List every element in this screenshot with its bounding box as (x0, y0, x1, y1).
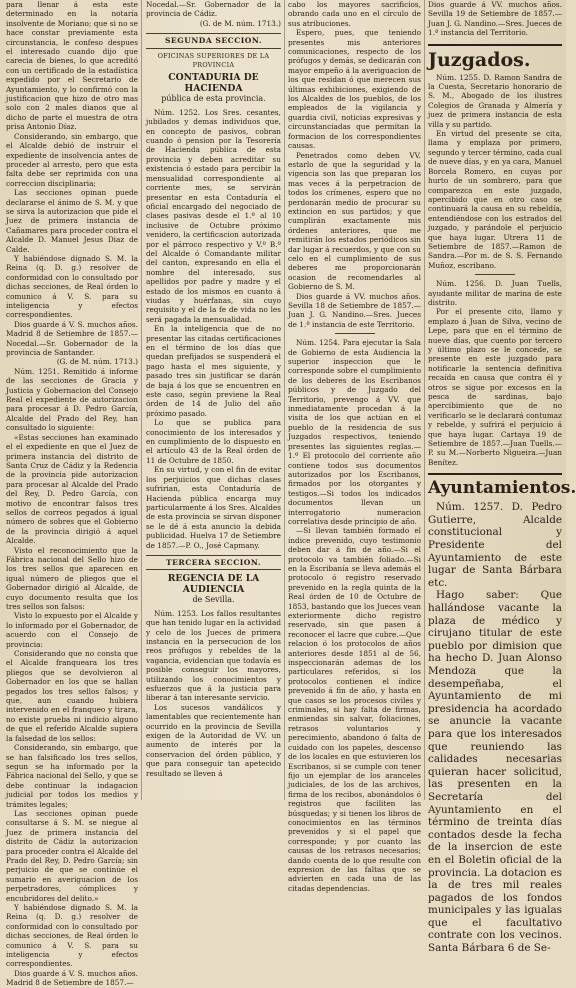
paragraph: Núm. 1252. Los Sres. cesantes, jubilados y demas individuos que, en concepto de pasivos, cobran cuando ó pension por la Tesorería de Hacienda pública de esta provincia y deben acreditar su existencia ó estado para percibir la mensualidad correspondiente al corriente mes, se servirán presentar en esta Contaduría el oficial encargado del negociado de clases pasivas desde el 1.º al 10 inclusive de Octubre próximo venidero, la certificacion autorizada por el párroco respectivo y V.º B.º del Alcalde ó Comandante militar del canton, expresando en ella el nombre del interesado, sus apellidos por padre y madre y el estado de los mismos en cuanto á viudas y huérfanas, sin cuyo requisito y el de la fe de vida no les será pagada la mensualidad. (146, 107, 281, 324)
gazette-reference: (G. de M. núm. 1713.) (56, 357, 138, 367)
paragraph: Dios guarde á VV. muchos años. Sevilla 19 de Setiembre de 1857.—Juan J. G. Nandino.—Sres. Jueces de 1.ª instancia del Territorio. (428, 0, 562, 38)
paragraph: Y habiéndose dignado S. M. la Reina (q. D. g.) resolver de conformidad con lo consultado por dichas secciones, de Real órden lo comunico á V. S. para su inteligencia y efectos correspondientes. (6, 903, 138, 969)
paragraph: En la inteligencia que de no presentar las citadas certificaciones en el término de los días que quedan prefijados se suspenderá el pago hasta el mes siguiente, y pasado tres sin justificar se darán de baja á los que se encuentren en este caso, según previene la Real órden de 14 de Julio del año próximo pasado. (146, 324, 281, 418)
paragraph: Espero, pues, que teniendo presentes mis anteriores comunicaciones, respecto de los prófugos y demás, se dedicarán con mayor empeño á la averiguacion de los que residan ó que merecen sus últimas exhibiciones, exigiendo de los Alcaldes de los pueblos, de los empleados de la vigilancia y guardia civil, noticias expresivas y circunstanciadas que permitan la formacion de los correspondientes causas. (288, 28, 422, 151)
section-heading: SEGUNDA SECCION. (146, 33, 281, 48)
paragraph: cabo los mayores sacrificios, obrando cada uno en el círculo de sus atribuciones. (288, 0, 421, 28)
column-4 (428, 0, 576, 955)
paragraph: Visto el reconocimiento que la Fábrica nacional del Sello hizo de los tres sellos que aparecen en igual número de pliegos que el Gobernador dirigió al Alcalde, de cuyo documento resulta que los tres sellos son falsos: (6, 545, 138, 611)
department-title: CONTADURIA DE HACIENDA (168, 72, 259, 95)
separator (475, 274, 515, 275)
paragraph: para llenar á esta este determinado en la notaría insolvente de Moriano; que si no se hace constar previamente esta circunstancia, le confeso despues el interesado cuando dijo que carecia de bienes, lo que acreditó con un certificado de la estadística expedido por el Secretario de Ayuntamiento, y lo confirmó con la justificacion que hizo de otro mas solo con 2 males dianos que al dicho de parte el muestra de otra prisa Antonio Díaz. (6, 0, 138, 132)
paragraph: —Si llevan también formado el índice prevenido, cuyo testimonio deben dar á fin de año.—Si el protocolo va también foliado.—Si en la Escribanía se lleva además el protocolo ó registro reservado prevenido en la regla quinta de la Real órden de 10 de Octubre de 1853, bastando que los Jueces vean exteriormente dicho registro reservado, sin que pasen á reconocer el lacre que cubre.—Que relacion ó los protocolos de años anteriores desde 1851 al de 56, inspeccionarán ademas de los particulares referidos, si los protocolos contienen el índice prevenido á fin de año, y hasta en que casos se los procesos civiles y criminales, si hay falta de firmas, enmiendas sin salvar, foliaciones, retrasos voluntarios y perecimiento, abandono ó falta de cuidado con los papeles, descenso de los locales en que estuvieren los Escribanos, si se cumple con tener fijo un ejemplar de los aranceles judiciales, de los de las archivos, firma de los recibos, abonándolos ó registros que faciliten las búsquedas; y si tienen los libros de conocimientos en las términos prevenidos y si el papel que corresponde; y por cuanto las causas de los retrasos necesarios; dando cuenta de lo que resulte con expresion de las faltas que se advierten en cada una de las citadas dependencias. (288, 526, 421, 893)
gazette-reference: (G. de M. núm. 1713.) (199, 18, 281, 28)
section-title-ayuntamientos: Ayuntamientos. (428, 473, 562, 499)
department-subtitle: de Sevilla. (192, 595, 235, 605)
paragraph: Considerando, sin embargo, que se han falsificado los tres sellos, segun se ha informado por la Fábrica nacional del Sello, y que se debe continuar la indagacion judicial por todos los medios y trámites legales; (6, 743, 138, 809)
paragraph: Hago saber: Que hallándose vacante la plaza de médico y cirujano titular de este pueblo por dimision que ha hecho D. Juan Alonso Mendoza que la desempeñaba, el Ayuntamiento de mi presidencia ha acordado se anuncie la vacante para que los interesados que reuniendo las calidades necesarias quieran hacer solicitud, las presenten en la Secretaría del Ayuntamiento en el término de treinta días contados desde la fecha de la insercion de este en el Boletin oficial de la provincia. La dotacion es la de tres mil reales pagados de los fondos municipales y las igualas que el facultativo contrate con los vecinos. Santa Bárbara 6 de Se- (428, 589, 562, 955)
paragraph: Núm. 1256. D. Juan Tuells, ayudante militar de marina de este distrito. (428, 279, 562, 307)
paragraph: Núm. 1254. Para ejecutar la Sala de Gobierno de esta Audiencia la superior inspeccion que le corresponde sobre el cumplimiento de los deberes de los Escribanos públicos y de Juzgado del Territorio, prevengo á VV. que inmediatamente procedan á la visita de los que actúan en el pueblo de la residencia de sus Juzgados respectivos, teniendo presentes las siguientes reglas.—1.º El protocolo del corriente año contiene todos sus documentos autorizados por los Escribanos, firmados por los otorgantes y testigos.—Si todos los indicados documentos llevan un interrogatorio numeracion correlativa desde principio de año. (288, 338, 421, 526)
paragraph: Núm. 1257. D. Pedro Gutierre, Alcalde constitucional y Presidente del Ayuntamiento de este lugar de Santa Bárbara etc. (428, 501, 562, 589)
paragraph: Núm. 1251. Remitido á informe de las secciones de Gracia y Justicia y Gobernacion del Consejo Real el expediente de autorizacion para procesar á D. Pedro García, Alcalde del Prado del Rey, han consultado lo siguiente: (6, 366, 138, 433)
paragraph: Y habiéndose dignado S. M. la Reina (q. D. g.) resolver de conformidad con lo consultado por dichas secciones, de Real órden lo comunico á V. S. para su inteligencia y efectos correspondientes. (6, 253, 138, 320)
paragraph: Núm. 1255. D. Ramon Sandra de la Cuesta, Secretario honorario de S. M., Abogado de los ilustres Colegios de Granada y Almería y juez de primera instancia de esta villa y su partido. (428, 72, 562, 129)
paragraph: Considerando que no consta que el Alcalde franqueara los tres pliegos que se devolvieron al Gobernador en los que se hallan pegados los tres sellos falsos; y que, aun cuando hubiera intervenido en el franqueo y tirara, no existe prueba ni indicio alguno de que el referido Alcalde supiera la falsedad de los sellos: (6, 649, 138, 743)
paragraph: Dios guarde á V. S. muchos años. Madrid 8 de Setiembre de 1857.—Nocedal.—Sr. Gobernador de la provincia de Santander. (6, 319, 138, 358)
column-rule (284, 0, 285, 800)
column-3 (288, 0, 422, 893)
paragraph: Las secciones opinan puede declararse el ánimo de S. M. y que se sirva la autorizacion que pide el Juez de primera instancia de Cañamares para proceder contra el Alcalde D. Manuel Jesus Diaz de Calde. (6, 188, 138, 254)
paragraph: Considerando, sin embargo, que el Alcalde debió de instruir el expediente de insolvencia antes de proceder al arresto, pero que esta falta debe ser reprimida con una correccion disciplinaria; (6, 131, 138, 188)
department-subtitle: pública de esta provincia. (161, 94, 266, 104)
section-heading: TERCERA SECCION. (146, 555, 281, 570)
department-title: REGENCIA DE LA AUDIENCIA (167, 573, 260, 596)
paragraph: «Estas secciones han examinado el el expediente en que el Juez de primera instancia del distrito de Santa Cruz de Cádiz y la Redencia de la provincia pide autorizacion para procesar al Alcalde del Prado del Rey, D. Pedro García, con motivo de encontrar falsos tres sellos de correos pegados á igual número de sobres que el Gobierno de la provincia dirigió á aquel Alcalde. (6, 432, 138, 546)
paragraph: Nocedal.—Sr. Gobernador de la provincia de Cádiz. (146, 0, 281, 19)
paragraph: Los sucesos vandálicos y lamentables que recientemente han ocurrido en la provincia de Sevilla exigen de la Autoridad de VV. un aumento de interés por la conservacion del órden público, y que para conseguir tan apetecido resultado se lleven á (146, 702, 281, 778)
column-1 (6, 0, 138, 988)
column-rule (141, 0, 142, 800)
section-subheading: OFICINAS SUPERIORES DE LA PROVINCIA (157, 51, 270, 70)
paragraph: Dios guarde á VV. muchos años. Sevilla 18 de Setiembre de 1857.—Juan J. G. Nandino.—Sres. Jueces de 1.ª instancia de este Territorio. (288, 291, 421, 329)
paragraph: Las secciones opinan puede consultarse á S. M. se niegue al Juez de primera instancia del distrito de Cádiz la autorizacion para proceder contra el Alcalde del Prado del Rey, D. Pedro García; sin perjuicio de que se continúe el sumario en averiguacion de los perpetradores, cómplices y encubridores del delito.» (6, 808, 138, 903)
paragraph: Dios guarde á V. S. muchos años. Madrid 8 de Setiembre de 1857.— (6, 968, 138, 988)
column-2 (146, 0, 281, 800)
paragraph: Penetrados como deben VV. estarlo de que la seguridad y la vigencia son las que preparan los mas veces á la perpetracion de todos los crímenes, espero que no perdonarán medio de procurar su extincion en sus partidos; y que cumplirán exactamente mis órdenes anteriores, que me remitirán los estados periódicos sin dar lugar á recuerdos, y que con su celo en el cumplimiento de sus deberes me proporcionarán ocasion de recomendarles al Gobierno de S. M. (288, 150, 421, 292)
paragraph: Por el presente cito, llamo y emplazo á Juan de Silva, vecino de Lepe, para que en el término de nueve días, que cuento por tercero y último plazo se le concede, se presente en este juzgado para notificarle la sentencia definitiva recaída en causa que contra él y otros se sigue por excesos en la pesca de sardinas, bajo apercibimiento que de no verificarlo se le declarará contumaz y rebelde, y sufrirá el perjuicio á que haya lugar. Cartaya 19 de Setiembre de 1857.—Juan Tuells.—P. su M.—Norberto Nigueira.—Juan Benítez. (428, 307, 562, 467)
paragraph: Núm. 1253. Los fallos resultantes que han tenido lugar en la actividad y celo de los Jueces de primera instancia en la persecucion de los reos prófugos y rebeldes de la vagancia, evidencian que todavía es posible conseguir los mayores, utilizando los conocimientos y esfuerzos que á la justicia para liberar á tan interesante servicio. (146, 608, 281, 703)
paragraph: En virtud del presente se cita, llama y emplaza por primero, segundo y tercer término, cada cual de nueve días, y en ya cara, Manuel Borcela Romero, en cuyas por hurto de un sombrero, para que comparezca en este juzgado, apercibido que en otro caso se continuará la causa en su rebeldía, entendiéndose con los estrados del juzgado, y parándole el perjuicio que haya lugar. Utrera 11 de Setiembre de 1857.—Ramon de Sandra.—Por m. de S. S. Fernando Muñoz, escribano. (428, 129, 562, 270)
separator (335, 333, 375, 334)
paragraph: Lo que se publica para conocimiento de los interesados y en cumplimiento de lo dispuesto en el artículo 43 de la Real órden de 11 de Octubre de 1850. (146, 418, 281, 465)
paragraph: En su virtud, y con el fin de evitar los perjuicios que dichas clases sufririan, esta Contaduría de Hacienda pública encarga muy particularmente á los Sres. Alcaldes de esta provincia se sirvan disponer se le dé á esta anuncio la debida publicidad. Huelva 17 de Setiembre de 1857.—P. O., José Capmany. (146, 465, 281, 550)
section-title-juzgados: Juzgados. (428, 44, 562, 71)
paragraph: Visto lo expuesto por el Alcalde y lo informado por el Gobernador, de acuerdo con el Consejo de provincia: (6, 611, 138, 649)
column-rule (424, 0, 425, 800)
